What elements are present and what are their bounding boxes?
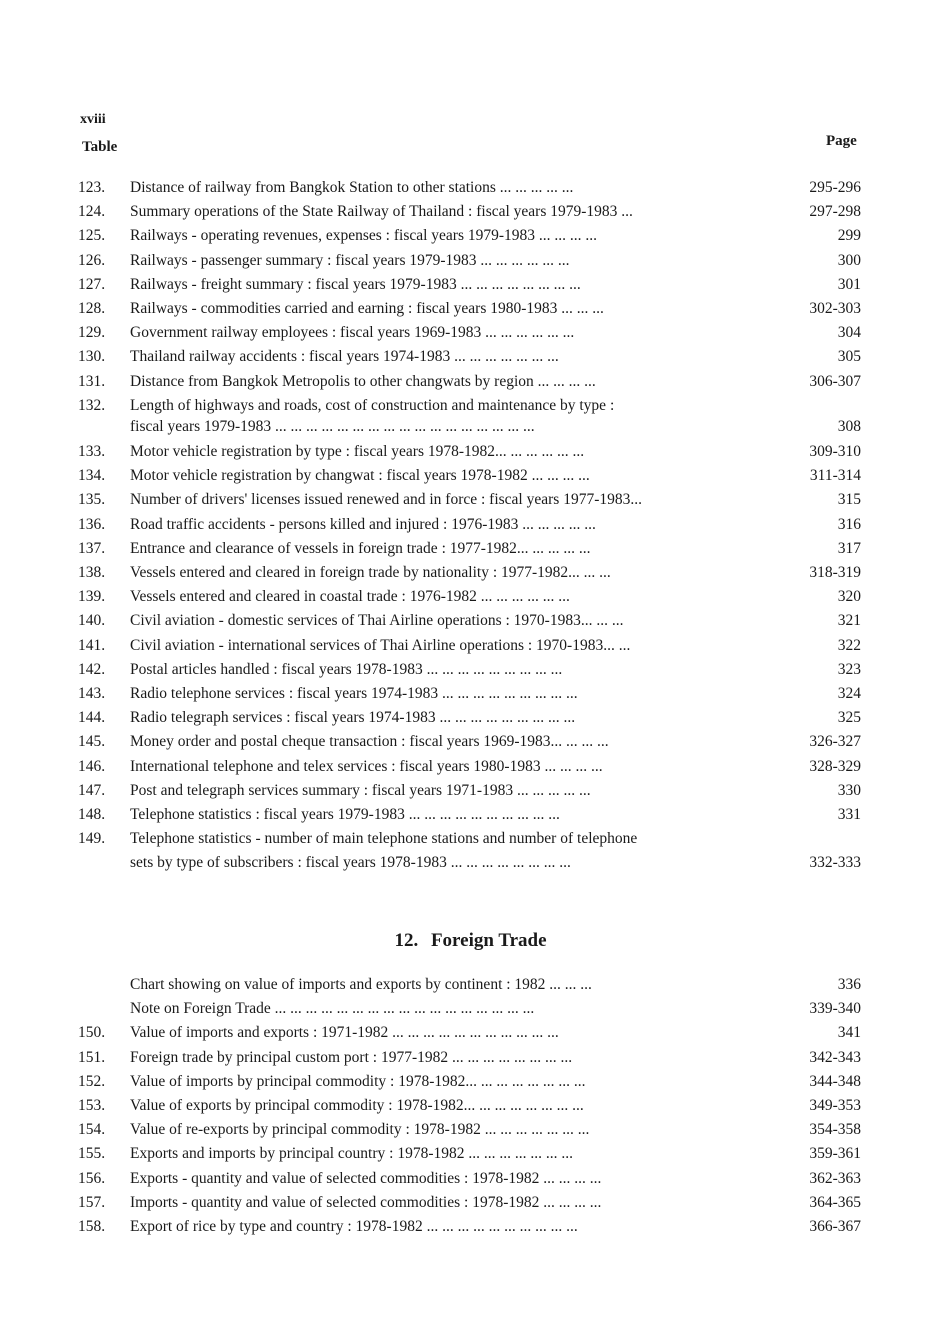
toc-row: [78, 1142, 861, 1166]
toc-page: 308: [837, 418, 861, 436]
section-heading: [0, 930, 941, 952]
toc-page: 295-296: [809, 179, 861, 196]
toc-number: 128.: [78, 300, 106, 318]
toc-number: 131.: [78, 372, 106, 390]
toc-page: 301: [837, 275, 861, 293]
toc-title: Civil aviation - international services of Thai Airline operations : 1970-1983... ...: [130, 636, 631, 654]
toc-row: [78, 394, 861, 418]
toc-title: Distance of railway from Bangkok Station to other stations ... ... ... ... ...: [130, 179, 574, 196]
toc-number: 134.: [78, 467, 106, 485]
toc-row: [78, 297, 861, 321]
toc-page: 362-363: [809, 1169, 861, 1187]
toc-page: 305: [837, 348, 861, 366]
toc-page: 302-303: [809, 300, 861, 318]
toc-title: Government railway employees : fiscal years 1969-1983 ... ... ... ... ... ...: [130, 324, 575, 342]
toc-row: [78, 1070, 861, 1094]
toc-page: 349-353: [809, 1097, 861, 1115]
toc-title: Summary operations of the State Railway of Thailand : fiscal years 1979-1983 ...: [130, 203, 633, 221]
toc-row: [78, 345, 861, 369]
toc-page: 299: [837, 227, 861, 245]
toc-number: 156.: [78, 1169, 106, 1187]
toc-number: 157.: [78, 1193, 106, 1211]
toc-title: Civil aviation - domestic services of Thai Airline operations : 1970-1983... ... ...: [130, 612, 624, 630]
toc-row: [78, 1191, 861, 1215]
toc-title: Value of imports by principal commodity : 1978-1982... ... ... ... ... ... ... ...: [130, 1072, 586, 1090]
toc-page: 309-310: [809, 443, 861, 461]
toc-title: Money order and postal cheque transaction : fiscal years 1969-1983... ... ... ...: [130, 733, 609, 751]
toc-title: Imports - quantity and value of selected commodities : 1978-1982 ... ... ... ...: [130, 1193, 602, 1211]
toc-page: 341: [837, 1024, 861, 1042]
toc-title: Exports - quantity and value of selected commodities : 1978-1982 ... ... ... ...: [130, 1169, 602, 1187]
toc-row: [78, 370, 861, 394]
toc-row: [78, 464, 861, 488]
toc-page: 354-358: [809, 1121, 861, 1139]
toc-row: [78, 488, 861, 512]
toc-number: 135.: [78, 491, 106, 509]
toc-number: 125.: [78, 227, 106, 245]
toc-page: 297-298: [809, 203, 861, 221]
toc-title: Length of highways and roads, cost of construction and maintenance by type :: [130, 396, 615, 414]
toc-row: [78, 803, 861, 827]
toc-page: 328-329: [809, 757, 861, 775]
toc-page: 317: [837, 539, 861, 557]
toc-number: 158.: [78, 1218, 106, 1236]
toc-title-continuation: sets by type of subscribers : fiscal years 1978-1983 ... ... ... ... ... ... ... ...: [130, 854, 571, 872]
toc-row: [78, 706, 861, 730]
toc-number: 152.: [78, 1072, 106, 1090]
toc-number: 129.: [78, 324, 106, 342]
page-number: xviii: [80, 112, 106, 127]
toc-row: [78, 997, 861, 1021]
toc-title: Telephone statistics - number of main telephone stations and number of telephone: [130, 830, 638, 848]
toc-page: 320: [837, 588, 861, 606]
toc-title: Number of drivers' licenses issued renewed and in force : fiscal years 1977-1983...: [130, 491, 642, 509]
toc-page: 364-365: [809, 1193, 861, 1211]
toc-page: 321: [837, 612, 861, 630]
toc-number: 154.: [78, 1121, 106, 1139]
toc-title: Thailand railway accidents : fiscal years 1974-1983 ... ... ... ... ... ... ...: [130, 348, 559, 366]
toc-title: Telephone statistics : fiscal years 1979-1983 ... ... ... ... ... ... ... ... ... ...: [130, 806, 560, 824]
toc-row: [78, 273, 861, 297]
toc-row: [78, 730, 861, 754]
toc-page: 339-340: [809, 1000, 861, 1018]
toc-row: [78, 200, 861, 224]
toc-list-foreign-trade: [78, 973, 861, 1239]
toc-number: 141.: [78, 636, 106, 654]
toc-row: [78, 1046, 861, 1070]
toc-row: [78, 1118, 861, 1142]
toc-page: 330: [837, 781, 861, 799]
toc-row: [78, 1021, 861, 1045]
toc-title: Vessels entered and cleared in foreign trade by nationality : 1977-1982... ... ...: [130, 564, 611, 582]
toc-title: Value of imports and exports : 1971-1982 ... ... ... ... ... ... ... ... ... ... ...: [130, 1024, 559, 1042]
toc-title: Railways - operating revenues, expenses : fiscal years 1979-1983 ... ... ... ...: [130, 227, 598, 245]
toc-row: [78, 537, 861, 561]
toc-row: [78, 1094, 861, 1118]
toc-row: [78, 827, 861, 851]
toc-number: 126.: [78, 251, 106, 269]
toc-number: 123.: [78, 179, 106, 196]
toc-title: Motor vehicle registration by type : fiscal years 1978-1982... ... ... ... ... ...: [130, 443, 585, 461]
toc-row: [78, 609, 861, 633]
toc-page: 332-333: [809, 854, 861, 872]
toc-page: 342-343: [809, 1048, 861, 1066]
toc-row: [78, 658, 861, 682]
toc-page: 359-361: [809, 1145, 861, 1163]
toc-title: Exports and imports by principal country : 1978-1982 ... ... ... ... ... ... ...: [130, 1145, 573, 1163]
toc-title-continuation: fiscal years 1979-1983 ... ... ... ... ... ... ... ... ... ... ... ... ... ... ... ... ...: [130, 418, 535, 436]
toc-title: Radio telegraph services : fiscal years 1974-1983 ... ... ... ... ... ... ... ... ...: [130, 709, 576, 727]
toc-row: [78, 1215, 861, 1239]
toc-page: 331: [837, 806, 861, 824]
toc-row: [78, 973, 861, 997]
toc-title: Foreign trade by principal custom port : 1977-1982 ... ... ... ... ... ... ... ...: [130, 1048, 573, 1066]
toc-row: [78, 224, 861, 248]
toc-title: Motor vehicle registration by changwat : fiscal years 1978-1982 ... ... ... ...: [130, 467, 590, 485]
toc-row: [78, 513, 861, 537]
toc-title: Entrance and clearance of vessels in foreign trade : 1977-1982... ... ... ... ...: [130, 539, 591, 557]
toc-row: [78, 585, 861, 609]
toc-number: 145.: [78, 733, 106, 751]
toc-page: 304: [837, 324, 861, 342]
toc-title: Railways - freight summary : fiscal years 1979-1983 ... ... ... ... ... ... ... ...: [130, 275, 581, 293]
page-column-header: Page: [826, 133, 857, 149]
toc-number: 138.: [78, 564, 106, 582]
toc-page: 323: [837, 660, 861, 678]
toc-page: 326-327: [809, 733, 861, 751]
toc-number: 130.: [78, 348, 106, 366]
toc-row: [78, 176, 861, 200]
toc-page: 316: [837, 515, 861, 533]
toc-title: Distance from Bangkok Metropolis to other changwats by region ... ... ... ...: [130, 372, 596, 390]
toc-number: 139.: [78, 588, 106, 606]
section-number: 12.: [394, 930, 419, 951]
toc-row-continuation: [78, 418, 861, 436]
toc-page: 311-314: [809, 467, 861, 485]
toc-page: 336: [837, 976, 861, 993]
toc-number: 151.: [78, 1048, 106, 1066]
toc-title: Road traffic accidents - persons killed and injured : 1976-1983 ... ... ... ... ...: [130, 515, 596, 533]
toc-title: Railways - commodities carried and earning : fiscal years 1980-1983 ... ... ...: [130, 300, 604, 318]
toc-row: [78, 779, 861, 803]
toc-row: [78, 321, 861, 345]
toc-page: 318-319: [809, 564, 861, 582]
toc-list-transport: [78, 176, 861, 876]
toc-number: 150.: [78, 1024, 106, 1042]
toc-page: 306-307: [809, 372, 861, 390]
table-column-header: Table: [82, 139, 118, 155]
toc-page: 300: [837, 251, 861, 269]
toc-row: [78, 440, 861, 464]
toc-number: 155.: [78, 1145, 106, 1163]
toc-number: 133.: [78, 443, 106, 461]
toc-number: 136.: [78, 515, 106, 533]
toc-page: 315: [837, 491, 861, 509]
toc-title: Value of exports by principal commodity : 1978-1982... ... ... ... ... ... ... ...: [130, 1097, 584, 1115]
toc-title: Post and telegraph services summary : fiscal years 1971-1983 ... ... ... ... ...: [130, 781, 591, 799]
toc-number: 146.: [78, 757, 106, 775]
toc-page: 322: [837, 636, 861, 654]
toc-number: 149.: [78, 830, 106, 848]
toc-page: 366-367: [809, 1218, 861, 1236]
toc-title: Railways - passenger summary : fiscal years 1979-1983 ... ... ... ... ... ...: [130, 251, 570, 269]
toc-row: [78, 682, 861, 706]
toc-title: Radio telephone services : fiscal years 1974-1983 ... ... ... ... ... ... ... ... ...: [130, 685, 578, 703]
toc-page: 324: [837, 685, 861, 703]
toc-number: 143.: [78, 685, 106, 703]
toc-number: 140.: [78, 612, 106, 630]
toc-title: Note on Foreign Trade ... ... ... ... ... ... ... ... ... ... ... ... ... ... ... ... ...: [130, 1000, 535, 1018]
toc-number: 127.: [78, 275, 106, 293]
toc-title: Export of rice by type and country : 1978-1982 ... ... ... ... ... ... ... ... ... ...: [130, 1218, 578, 1236]
toc-number: 147.: [78, 781, 106, 799]
toc-row-continuation: [78, 851, 861, 875]
toc-page: 325: [837, 709, 861, 727]
section-title: Foreign Trade: [430, 930, 547, 951]
toc-number: 153.: [78, 1097, 106, 1115]
toc-row: [78, 561, 861, 585]
toc-number: 142.: [78, 660, 106, 678]
toc-row: [78, 249, 861, 273]
toc-row: [78, 755, 861, 779]
toc-number: 144.: [78, 709, 106, 727]
toc-title: Chart showing on value of imports and exports by continent : 1982 ... ... ...: [130, 976, 592, 993]
toc-row: [78, 634, 861, 658]
toc-title: International telephone and telex services : fiscal years 1980-1983 ... ... ... ...: [130, 757, 603, 775]
toc-number: 132.: [78, 396, 106, 414]
toc-page: 344-348: [809, 1072, 861, 1090]
toc-number: 148.: [78, 806, 106, 824]
toc-title: Postal articles handled : fiscal years 1978-1983 ... ... ... ... ... ... ... ... ...: [130, 660, 563, 678]
toc-title: Value of re-exports by principal commodity : 1978-1982 ... ... ... ... ... ... ...: [130, 1121, 590, 1139]
toc-number: 124.: [78, 203, 106, 221]
toc-number: 137.: [78, 539, 106, 557]
toc-row: [78, 1167, 861, 1191]
toc-title: Vessels entered and cleared in coastal trade : 1976-1982 ... ... ... ... ... ...: [130, 588, 570, 606]
